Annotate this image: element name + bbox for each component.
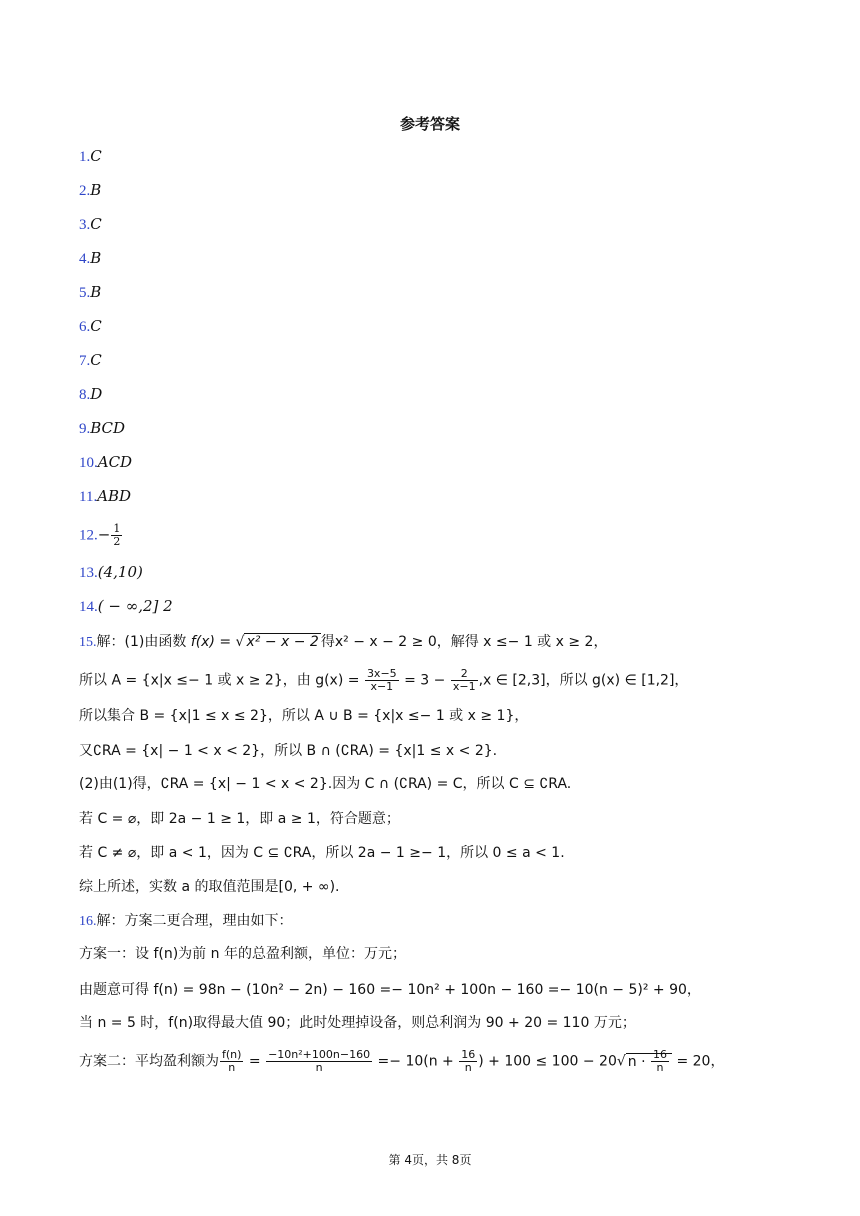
answer-item xyxy=(79,316,102,337)
answer-number: 5. xyxy=(79,285,91,301)
page-title: 参考答案 xyxy=(399,115,460,133)
answer-value: ACD xyxy=(97,453,133,471)
q15-line-4: 又∁RA = {x| − 1 < x < 2}，所以 B ∩ (∁RA) = {x|1 ≤ x < 2}. xyxy=(79,743,498,759)
answer-value: (4,10) xyxy=(97,563,143,581)
answer-number: 1. xyxy=(79,149,91,165)
answer-value: B xyxy=(90,181,102,199)
answer-number: 11. xyxy=(79,489,98,505)
q16-line-2: 方案一：设 f(n)为前 n 年的总盈利额，单位：万元； xyxy=(79,946,406,962)
q15-line-5: (2)由(1)得，∁RA = {x| − 1 < x < 2}.因为 C ∩ (∁RA) = C，所以 C ⊆ ∁RA. xyxy=(79,776,572,792)
answer-number: 8. xyxy=(79,387,91,403)
answer-number: 12. xyxy=(79,527,98,544)
answer-item xyxy=(79,350,102,371)
answer-number: 10. xyxy=(79,455,98,471)
answer-item xyxy=(79,214,102,235)
answer-value: C xyxy=(90,147,102,165)
q15-line-6: 若 C = ⌀，即 2a − 1 ≥ 1，即 a ≥ 1，符合题意； xyxy=(79,811,400,827)
fraction: $\frac{\text{−10n²+100n−160}}{n}$ xyxy=(268,1048,371,1074)
answer-item xyxy=(79,562,143,583)
answer-value: B xyxy=(90,283,102,301)
answer-item xyxy=(79,452,132,473)
answer-value: D xyxy=(90,385,103,403)
answer-item xyxy=(79,523,123,548)
answer-value: B xyxy=(90,249,102,267)
q15-line-8: 综上所述，实数 a 的取值范围是[0, + ∞). xyxy=(79,879,340,895)
fraction: $\frac{16}{n}$ xyxy=(461,1048,476,1074)
answer-value: ( − ∞,2] 2 xyxy=(97,597,173,615)
q16-line-4: 当 n = 5 时，f(n)取得最大值 90；此时处理掉设备，则总利润为 90 + 20 = 110 万元； xyxy=(79,1015,636,1031)
answer-number: 3. xyxy=(79,217,91,233)
answer-item xyxy=(79,248,101,269)
q15-line-7: 若 C ≠ ⌀，即 a < 1，因为 C ⊆ ∁RA，所以 2a − 1 ≥− 1，所以 0 ≤ a < 1. xyxy=(79,845,565,861)
answer-number: 4. xyxy=(79,251,91,267)
answer-item xyxy=(79,384,102,405)
q15-line-1: 15.解：(1)由函数 f(x) = √ x² − x − 2 得x² − x − 2 ≥ 0，解得 x ≤− 1 或 x ≥ 2， xyxy=(79,634,608,650)
answer-item xyxy=(79,282,101,303)
answer-value: C xyxy=(90,351,102,369)
answer-item xyxy=(79,146,102,167)
answer-value: C xyxy=(90,317,102,335)
fraction: $\frac{2}{x-1}$ xyxy=(452,667,476,693)
fraction: $\frac{1}{2}$ xyxy=(113,522,121,548)
q15-line-3: 所以集合 B = {x|1 ≤ x ≤ 2}，所以 A ∪ B = {x|x ≤− 1 或 x ≥ 1}， xyxy=(79,708,529,724)
q16-line-1: 16.解：方案二更合理，理由如下： xyxy=(79,913,293,929)
answer-number: 9. xyxy=(79,421,91,437)
page-footer: 第 4页，共 8页 xyxy=(388,1153,472,1167)
fraction: $\frac{3x-5}{x-1}$ xyxy=(366,667,397,693)
q16-line-3: 由题意可得 f(n) = 98n − (10n² − 2n) − 160 =− 10n² + 100n − 160 =− 10(n − 5)² + 90， xyxy=(79,982,701,998)
answer-value: ABD xyxy=(97,487,132,505)
answer-item xyxy=(79,596,173,617)
answer-number: 14. xyxy=(79,599,98,615)
q16-line-5: 方案二：平均盈利额为 $\frac{f(n)}{n}$ = $\frac{\text{−10n²+100n−160}}{n}$ =− 10(n + $\frac{16}{n}$ ) + 100 ≤ 100 − 20√ n · $\frac{16}{n}$ = 20， xyxy=(79,1048,725,1074)
answer-item xyxy=(79,418,125,439)
q15-line-2: 所以 A = {x|x ≤− 1 或 x ≥ 2}，由 g(x) = $\frac{3x-5}{x-1}$ = 3 − $\frac{2}{x-1}$ ,x ∈ [2,3]，所以 g(x) ∈ [1,2]， xyxy=(79,667,689,693)
answer-number: 13. xyxy=(79,565,98,581)
answer-item xyxy=(79,486,131,507)
answer-value: − xyxy=(97,525,111,544)
answer-item xyxy=(79,180,101,201)
answer-number: 2. xyxy=(79,183,91,199)
answer-value: C xyxy=(90,215,102,233)
answer-value: BCD xyxy=(90,419,126,437)
fraction: $\frac{f(n)}{n}$ xyxy=(222,1048,242,1074)
fraction: $\frac{16}{n}$ xyxy=(653,1048,668,1074)
answer-number: 7. xyxy=(79,353,91,369)
answer-number: 6. xyxy=(79,319,91,335)
